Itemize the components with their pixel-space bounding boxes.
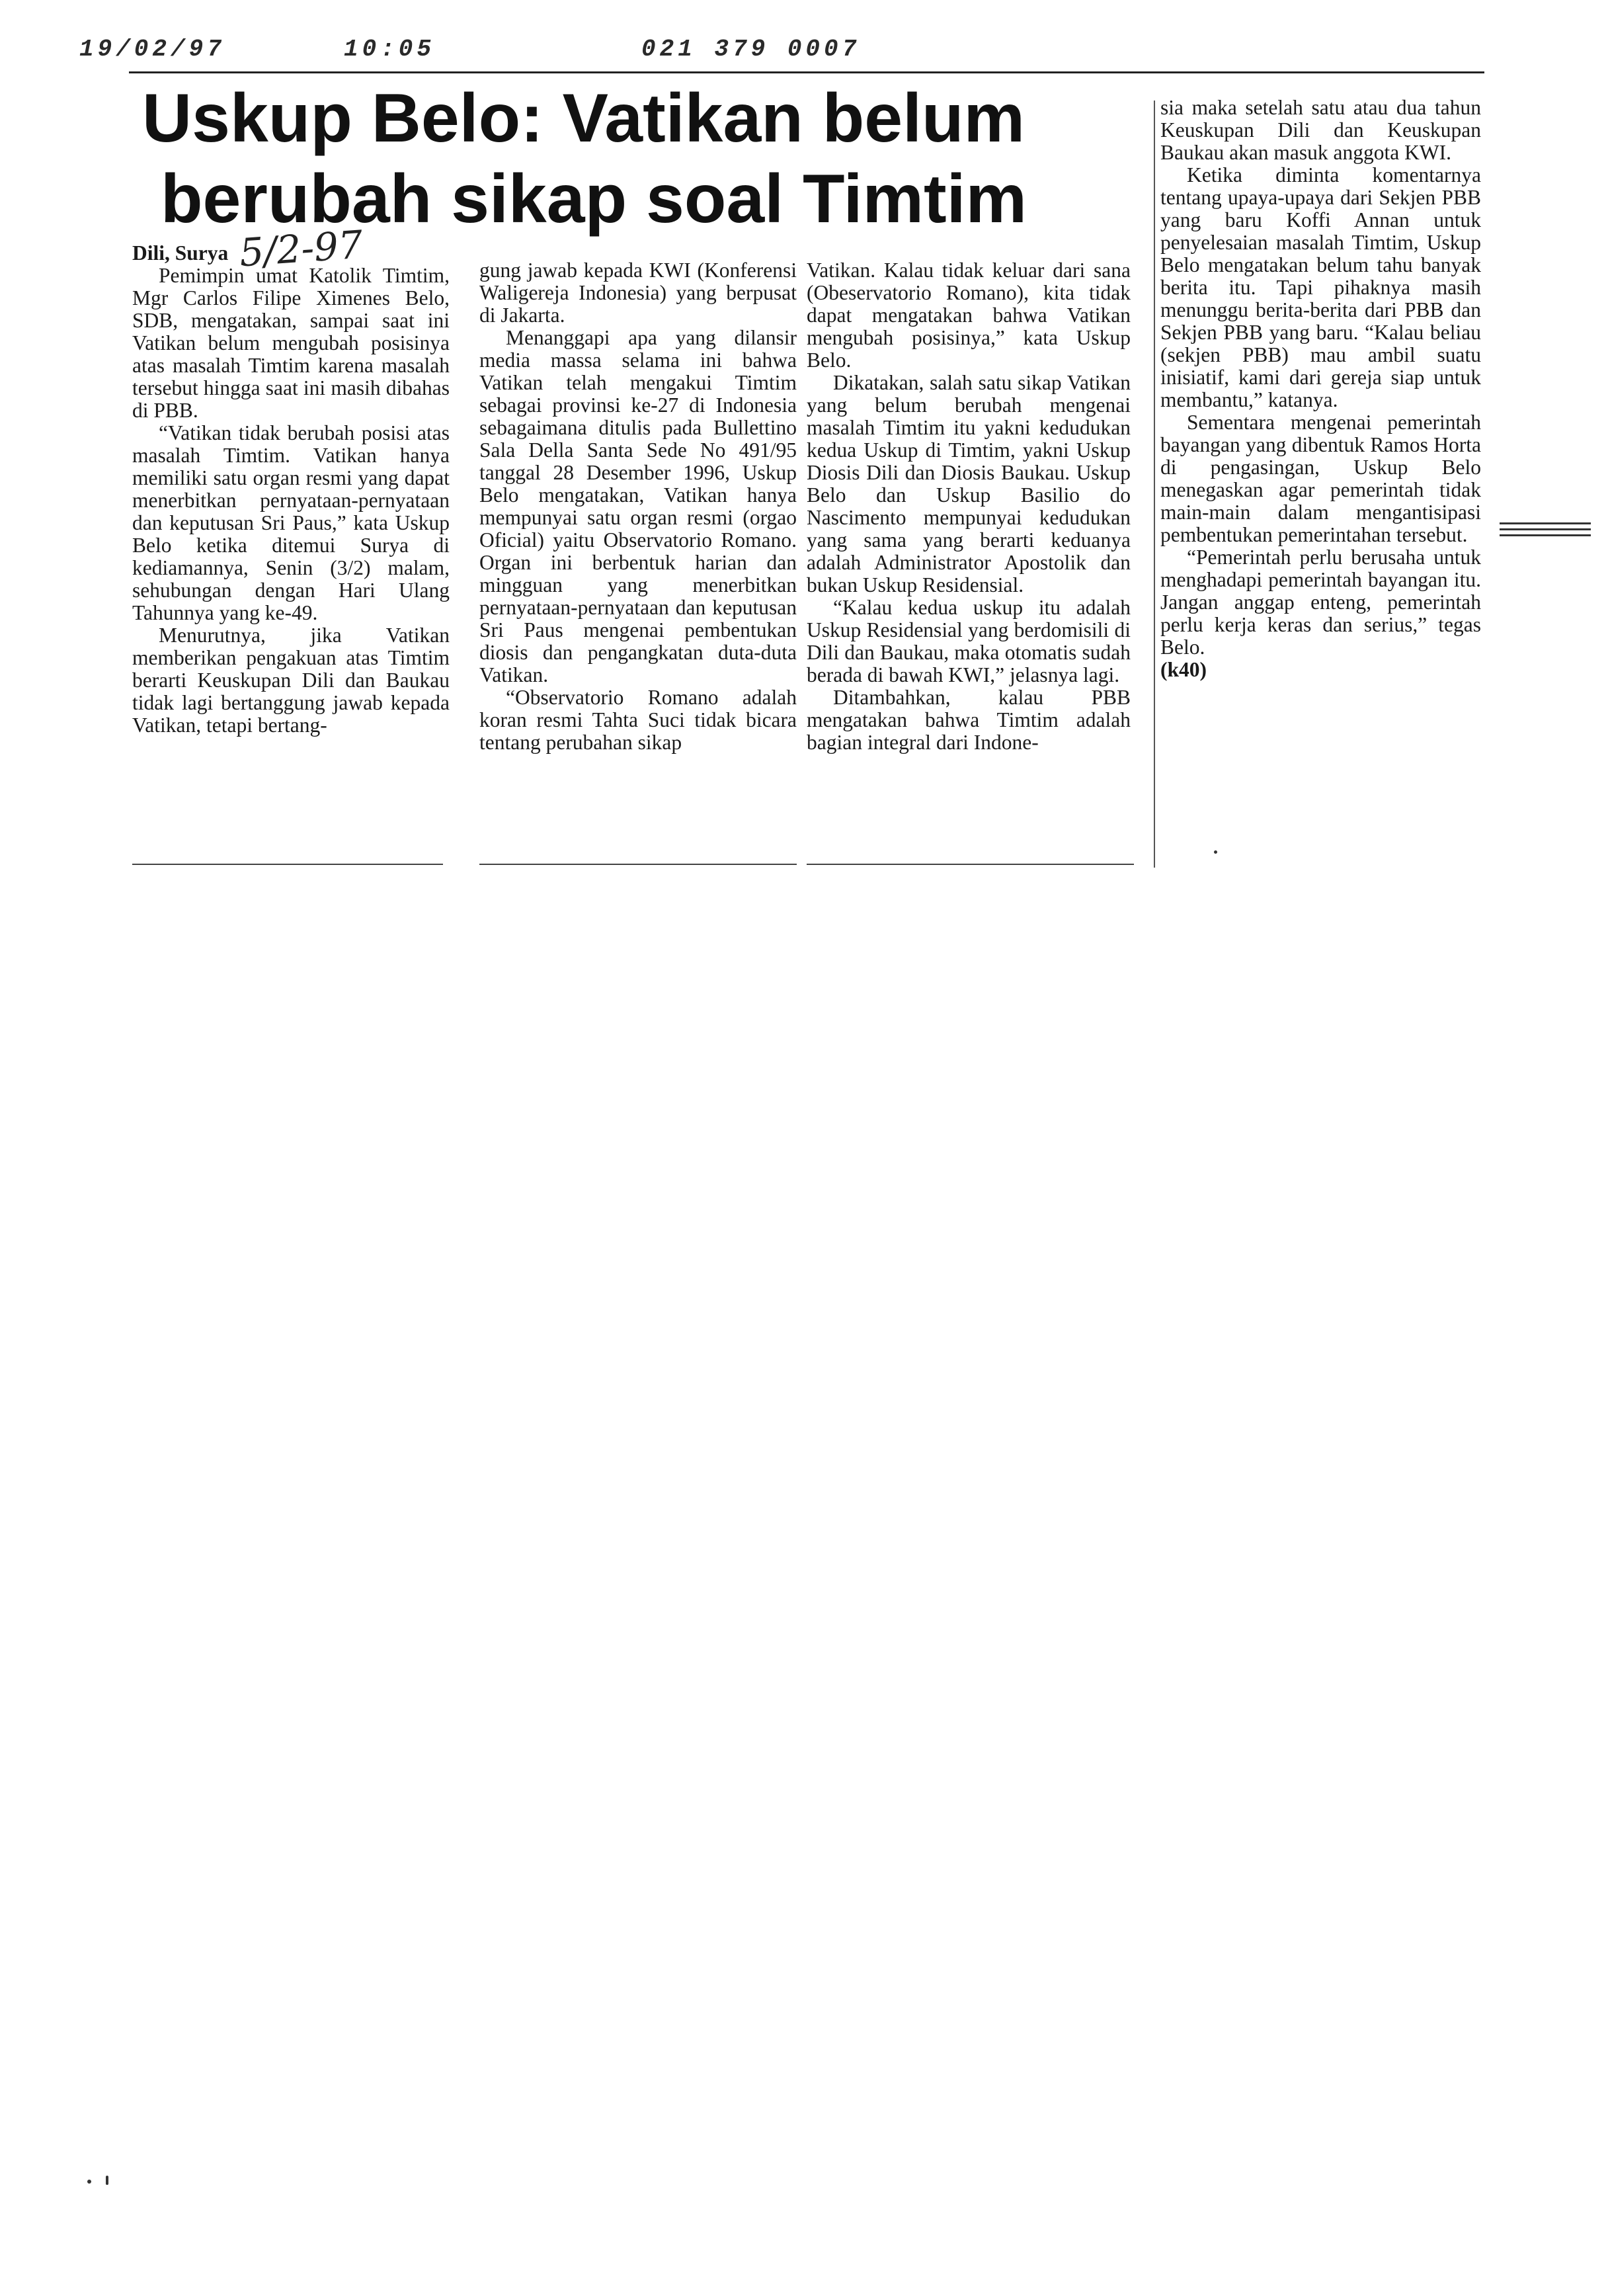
paragraph: Menanggapi apa yang dilansir media massa selama ini bahwa Vatikan telah mengakui Timtim sebagai provinsi ke-27 di Indonesia sebagaimana ditulis pada Bullettino Sala Della Santa Sede No 491/95 tanggal 28 Desember 1996, Uskup Belo mengatakan, Vatikan hanya mempunyai satu organ resmi (orgao Oficial) yaitu Observatorio Romano. Organ ini berbentuk harian dan mingguan yang menerbitkan pernyataan-pernyataan dan keputusan Sri Paus mengenai pembentukan diosis dan pengangkatan duta-duta Vatikan. — [479, 326, 797, 686]
article-column-2 — [479, 259, 797, 754]
scan-speck — [106, 2176, 108, 2185]
handwritten-date: 5/2-97 — [237, 222, 364, 276]
paragraph: Dikatakan, salah satu sikap Vatikan yang belum berubah mengenai masalah Timtim itu yakni kedudukan kedua Uskup di Timtim, yakni Uskup Diosis Dili dan Diosis Baukau. Uskup Belo dan Uskup Basilio do Nascimento mempunyai kedudukan yang sama yang berarti keduanya adalah Administrator Apostolik dan bukan Uskup Residensial. — [807, 371, 1131, 596]
headline-line-1: Uskup Belo: Vatikan belum — [142, 80, 1025, 157]
paragraph: “Vatikan tidak berubah posisi atas masalah Timtim. Vatikan hanya memiliki satu organ resmi yang dapat menerbitkan pernyataan-pernyataan dan keputusan Sri Paus,” kata Uskup Belo ketika ditemui Surya di kediamannya, Senin (3/2) malam, sehubungan dengan Hari Ulang Tahunnya yang ke-49. — [132, 421, 450, 624]
scan-speck — [87, 2180, 91, 2184]
headline-line-2: berubah sikap soal Timtim — [161, 161, 1027, 237]
byline-code-paragraph — [1160, 659, 1481, 681]
paragraph: Vatikan. Kalau tidak keluar dari sana (Obeservatorio Romano), kita tidak dapat mengatakan bahwa Vatikan mengubah posisinya,” kata Uskup Belo. — [807, 259, 1131, 372]
paragraph: Sementara mengenai pemerintah bayangan yang dibentuk Ramos Horta di pengasingan, Uskup Belo menegaskan agar pemerintah tidak main-main dalam mengantisipasi pembentukan pemerintahan tersebut. — [1160, 411, 1481, 546]
bottom-rule — [807, 864, 1134, 865]
byline-code: (k40) — [1160, 658, 1207, 681]
fax-time: 10:05 — [344, 36, 436, 63]
bottom-rule — [132, 864, 443, 865]
article-column-3 — [807, 259, 1131, 754]
paragraph: Ketika diminta komentarnya tentang upaya-upaya dari Sekjen PBB yang baru Koffi Annan untuk penyelesaian masalah Timtim, Uskup Belo mengatakan belum tahu banyak berita itu. Tapi pihaknya masih menunggu berita-berita dari PBB dan Sekjen PBB yang baru. “Kalau beliau (sekjen PBB) mau ambil suatu inisiatif, kami dari gereja siap untuk membantu,” katanya. — [1160, 163, 1481, 411]
paragraph: gung jawab kepada KWI (Konferensi Waligereja Indonesia) yang berpusat di Jakarta. — [479, 259, 797, 327]
paragraph: “Pemerintah perlu berusaha untuk menghadapi pemerintah bayangan itu. Jangan anggap enteng, pemerintah perlu kerja keras dan serius,” tegas Belo. — [1160, 546, 1481, 659]
paragraph: Pemimpin umat Katolik Timtim, Mgr Carlos Filipe Ximenes Belo, SDB, mengatakan, sampai saat ini Vatikan belum mengubah posisinya atas masalah Timtim karena masalah tersebut hingga saat ini masih dibahas di PBB. — [132, 264, 450, 422]
dateline: Dili, Surya — [132, 241, 229, 265]
fax-date: 19/02/97 — [79, 36, 225, 63]
fax-header — [79, 36, 926, 62]
article-column-4 — [1160, 97, 1481, 681]
fax-number: 021 379 0007 — [641, 36, 861, 63]
paragraph: Menurutnya, jika Vatikan memberikan pengakuan atas Timtim berarti Keuskupan Dili dan Baukau tidak lagi bertanggung jawab kepada Vatikan, tetapi bertang- — [132, 624, 450, 737]
bottom-rule — [479, 864, 797, 865]
article-column-1 — [132, 242, 450, 737]
paragraph: Ditambahkan, kalau PBB mengatakan bahwa Timtim adalah bagian integral dari Indone- — [807, 686, 1131, 754]
scan-speck — [1214, 850, 1217, 854]
paragraph: sia maka setelah satu atau dua tahun Keuskupan Dili dan Keuskupan Baukau akan masuk anggota KWI. — [1160, 96, 1481, 164]
dateline-paragraph — [132, 242, 450, 265]
headline — [142, 78, 1127, 239]
top-rule — [129, 71, 1484, 73]
column-divider — [1154, 101, 1155, 868]
paragraph: “Observatorio Romano adalah koran resmi Tahta Suci tidak bicara tentang perubahan sikap — [479, 686, 797, 754]
paragraph: “Kalau kedua uskup itu adalah Uskup Residensial yang berdomisili di Dili dan Baukau, maka otomatis sudah berada di bawah KWI,” jelasnya lagi. — [807, 596, 1131, 686]
margin-mark — [1500, 522, 1591, 538]
